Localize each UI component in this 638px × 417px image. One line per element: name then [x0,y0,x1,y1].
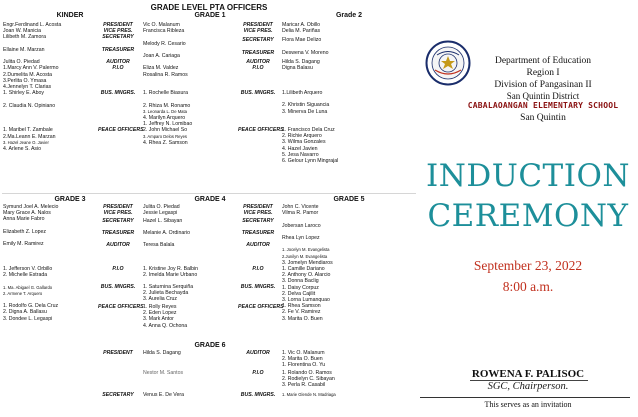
officer-name: 1. Francisco Dela Cruz [282,127,335,133]
position-label: BUS. MNGRS. [240,392,276,398]
officer-name: Nestor M. Santos [143,370,184,376]
officer-name: 2. Marita O. Buen [282,356,323,363]
officer-name: 1. Rochelle Biasura [143,90,188,97]
officer-name: Hilda S. Dagang [143,350,181,356]
officer-name: 2. Eden Lopez [143,310,177,317]
officer-name: 2. Fe V. Ramirez [282,309,321,316]
officer-name: 2. Michelle Estrada [3,272,48,279]
officer-name: 4. Anna Q. Ochona [143,322,188,329]
grade4-heading: GRADE 4 [194,196,226,203]
event-title-line2: CEREMONY [427,198,629,234]
officer-name: 6. Gelour Lynn Mingrajal [282,158,339,165]
officer-name: Maricar A. Obillo [282,22,321,28]
position-label: PRESIDENT [243,22,273,28]
officer-name: 2. Digna A. Ballasu [3,309,47,316]
officer-name: 3. Jomelyn Mendiaros [282,259,333,266]
position-label: VICE PRES. [243,28,273,35]
officer-name: Vic O. Malanum [143,22,180,28]
officer-name: 1. Camille Dariano [282,266,325,273]
officer-name: Mary Grace A. Nalos [3,210,51,217]
officer-name: 5. Jesa Navarro [282,151,319,158]
position-label: PEACE OFFICERS [238,304,284,310]
signatory-name: ROWENA F. PALISOC [471,368,585,380]
position-label: TREASURER [101,46,135,53]
officer-name: Rhea Lyn Lopez [282,235,320,242]
invitation-note: This serves as an invitation [484,400,572,409]
officer-name: Flora Mae Delizo [282,37,322,44]
position-label: AUDITOR [106,242,130,248]
event-title-line1: INDUCTION [425,158,631,194]
officer-name: 1. Shirley E. Aboy [3,90,44,97]
officer-name: 1. Florentina O. Yu [282,362,326,369]
officer-name: 2. Rodielyn C. Sibayan [282,376,335,383]
grade6-heading: GRADE 6 [194,342,226,349]
officer-name: Engr.Ferdinand L. Acosta [3,22,62,28]
position-label: BUS. MNGRS. [240,284,276,290]
officer-name: 1. Jeffrey N. Lomibao [143,121,193,128]
district-name: San Quintin District [506,91,580,101]
officer-name: 1. Vic O. Malanum [282,350,325,356]
officer-name: 4. Marilyn Arquero [143,115,186,122]
officer-name: Joan W. Manicia [3,28,42,35]
position-label: TREASURER [241,49,275,56]
officer-name: 3. Minerva De Luna [282,108,328,115]
grade3-names [3,204,101,322]
position-label: SECRETARY [102,218,134,224]
officer-name: 3. Amparo Delos Reyes [143,133,187,139]
officer-name: Joan A. Cariaga [143,53,180,60]
position-label: P.I.O [112,65,124,72]
region-name: Region I [526,68,560,78]
position-label: P.I.O [252,370,264,376]
officer-name: 3. Donna Baclig [282,278,319,285]
kinder-heading: KINDER [56,12,84,19]
position-label: PRESIDENT [103,350,133,356]
officer-name: 2. Armene T. Arquero [3,290,43,296]
event-time: 8:00 a.m. [502,279,554,294]
officer-name: 1.Lilibeth Arquero [282,90,323,96]
officer-name: 1. Rodolfo G. Dela Cruz [3,303,59,310]
officer-name: 1. Rolando O. Ramos [282,370,332,376]
position-label: PRESIDENT [243,204,273,210]
position-label: P.I.O [252,65,264,72]
officer-name: 2. Richie Arquero [282,133,322,140]
officer-name: Elizabeth Z. Lopez [3,228,46,235]
officer-name: 1. Rolly Reyes [143,304,177,310]
division-name: Division of Pangasinan II [494,80,592,90]
officer-name: Jessie Legaspi [143,210,178,217]
officer-name: 1.Marcy Ann V. Palermo [3,65,59,72]
officer-name: 3. Perla R. Casabil [282,382,326,389]
position-label: VICE PRES. [243,210,273,217]
officer-name: 2.Junilyn M. Evangelista [282,253,328,259]
officer-name: Lilibeth M. Zamora [3,34,46,41]
officer-name: 1. Jocelyn M. Evangelista [282,247,330,253]
officer-name: Vilma R. Pamor [282,210,319,217]
officer-name: 2.Dumelita M. Acosta [3,71,53,78]
position-label: AUDITOR [246,59,270,66]
invitation-rule [420,397,630,398]
position-label: PRESIDENT [103,204,133,210]
officer-name: Teresa Balala [143,242,175,248]
position-label: VICE PRES. [103,28,133,35]
position-label: SECRETARY [242,37,274,44]
officer-name: 2. Rhiza M. Ronamo [143,102,191,109]
officer-name: Julita O. Piedad [3,59,40,66]
officer-name: 2. Imelda Marie Urbano [143,272,198,279]
panel-title: GRADE LEVEL PTA OFFICERS [150,3,268,12]
section-divider [2,193,416,194]
position-label: AUDITOR [246,350,270,356]
officer-name: 1. Maribel T. Zambale [3,127,53,134]
officer-name: 3. Hazel Jeane O. Javier [3,139,49,145]
officer-name: 1. Daisy Corpuz [282,284,319,291]
position-label: VICE PRES. [103,210,133,217]
signatory-role: SGC, Chairperson. [487,381,569,392]
officer-name: 3. Lorna Lumanquao [282,297,330,304]
officer-name: 2. Claudia N. Opiniano [3,102,56,109]
officer-name: 2. Anthony O. Alarcio [282,272,331,279]
position-label: AUDITOR [246,242,270,248]
officer-name: 3. Wilma Gonzales [282,139,326,146]
officer-name: Ellaine M. Marzan [3,46,45,53]
officer-name: 4.Jennelyn T. Clarias [3,84,52,91]
officer-name: Rosalina R. Ramos [143,71,188,78]
officer-name: 3. Dondee L. Legaspi [3,315,53,322]
town-name: San Quintin [520,113,566,123]
position-label: PEACE OFFICERS [98,304,144,310]
officer-name: Hazel L. Sibayan [143,218,183,224]
position-label: PRESIDENT [103,22,133,28]
officer-name: 3. Mark Antor [143,316,174,323]
grade1-names [143,22,239,146]
position-label: SECRETARY [242,218,274,224]
officer-name: 1. Saturnina Serquiña [143,284,194,290]
officer-name: 2. Delva Cajilit [282,290,316,297]
position-label: TREASURER [101,230,135,236]
grade5-heading: GRADE 5 [333,196,365,203]
position-label: P.I.O [112,266,124,272]
position-label: BUS. MNGRS. [240,90,276,96]
officer-name: Jobersan Laroco [282,222,321,229]
officer-name: 4. Arlene S. Asio [3,146,42,153]
officer-name: Deswena V. Moreno [282,49,329,56]
officer-name: 4. Rhea Z. Samson [143,139,188,146]
position-label: BUS. MNGRS. [100,90,136,97]
officer-name: 2.Ma.Leann E. Marzan [3,133,56,140]
officer-name: 3. Leonarda L. De Mata [143,108,187,114]
officer-name: Francisca Ribleza [143,28,185,35]
officer-name: 1. Rhea Samson [282,303,321,310]
school-name: CABALAOANGAN ELEMENTARY SCHOOL [467,101,619,110]
officer-name: Delia M. Pariñas [282,28,321,35]
position-label: BUS. MNGRS. [100,284,136,290]
grade2-heading: Grade 2 [335,12,363,19]
event-date: September 23, 2022 [473,258,583,273]
officer-name: Emily M. Ramirez [3,241,44,248]
officer-name: Hilda S. Dagang [282,59,320,66]
grade1-heading: GRADE 1 [194,12,226,19]
officer-name: John C. Vicente [282,204,319,210]
officer-name: 3.Perlita O. Ymasa [3,77,47,84]
officer-name: Melanie A. Ordinario [143,230,190,236]
position-label: AUDITOR [106,59,130,66]
officer-name: 3. Marita O. Buen [282,315,323,322]
officer-name: Eliza M. Valdez [143,65,179,72]
grade3-heading: GRADE 3 [54,196,86,203]
officer-name: Digna Balasu [282,65,313,72]
officer-name: 1. Marie Glende N. Madriaga [282,392,336,397]
officer-name: Julita O. Piedad [143,204,180,210]
officer-name: 2. Khristin Siguancia [282,102,330,109]
position-label: TREASURER [241,230,275,236]
position-label: SECRETARY [102,34,134,41]
officer-name: Venus E. De Vera [143,392,184,398]
kinder-names [3,22,101,152]
officer-name: Melody R. Cesario [143,40,186,47]
officer-name: 2. Julieta Bechayda [143,290,189,297]
position-label: SECRETARY [102,392,134,398]
officer-name: Anna Marie Fabro [3,216,45,223]
position-label: PEACE OFFICERS [98,127,144,134]
officer-name: 2. John Michael So [143,127,188,134]
officer-name: 1. Jefferson V. Orbillo [3,266,53,273]
dept-name: Department of Education [494,56,592,66]
officer-name: 1. Ma. Abigael G. Gallardo [3,284,53,290]
position-label: PEACE OFFICERS [238,127,284,133]
officer-name: 1. Kristine Joy R. Balbin [143,266,199,272]
position-label: P.I.O [252,266,264,272]
officer-name: 4. Hazel Javien [282,145,318,152]
officer-name: Symund Joel A. Melecio [3,204,59,210]
officer-name: 3. Aurelia Cruz [143,296,178,303]
